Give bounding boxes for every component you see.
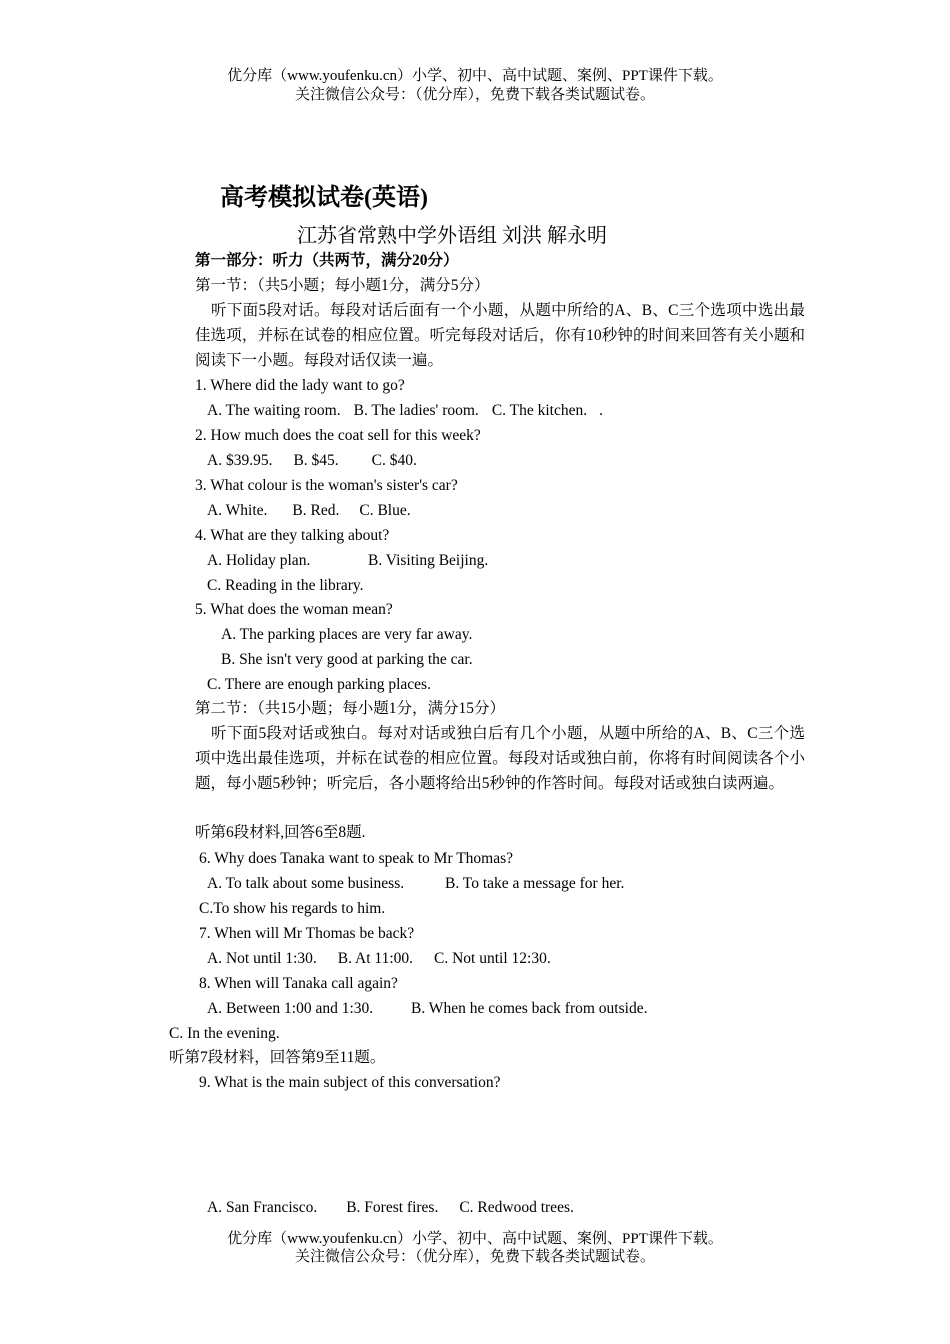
footer-line-1: 优分库（www.youfenku.cn）小学、初中、高中试题、案例、PPT课件下载。 (227, 1231, 723, 1247)
q2-stem: 2. How much does the coat sell for this week? (195, 427, 481, 444)
page-title: 高考模拟试卷(英语) (220, 185, 428, 211)
q1-option-c: C. The kitchen. (491, 402, 588, 419)
q3-option-b: B. Red. (292, 502, 340, 519)
q8-stem: 8. When will Tanaka call again? (199, 975, 398, 992)
q6-option-b: B. To take a message for her. (445, 875, 625, 892)
q1-option-a: A. The waiting room. (207, 402, 341, 419)
q5-option-a: A. The parking places are very far away. (221, 626, 473, 643)
q6-stem: 6. Why does Tanaka want to speak to Mr Thomas? (199, 850, 514, 867)
q8-option-c: C. In the evening. (169, 1025, 280, 1042)
author-line: 江苏省常熟中学外语组 刘洪 解永明 (297, 225, 607, 247)
q1-stem: 1. Where did the lady want to go? (195, 377, 405, 394)
q7-option-a: A. Not until 1:30. (207, 950, 317, 967)
q7-option-b: B. At 11:00. (337, 950, 414, 967)
part1-heading: 第一部分：听力（共两节，满分20分） (195, 252, 459, 269)
material6-label: 听第6段材料,回答6至8题. (195, 824, 366, 841)
q9-option-a: A. San Francisco. (207, 1199, 318, 1216)
section2-instructions: 听下面5段对话或独白。每对对话或独白后有几个小题，从题中所给的A、B、C三个选项中选出最佳选项，并标在试卷的相应位置。每段对话或独白前，你将有时间阅读各个小题，每小题5秒钟；听完后，各小题将给出5秒钟的作答时间。每段对话或独白读两遍。 (195, 725, 805, 792)
q5-option-b: B. She isn't very good at parking the car. (221, 651, 473, 668)
q1-option-b: B. The ladies' room. (353, 402, 479, 419)
q7-stem: 7. When will Mr Thomas be back? (199, 925, 415, 942)
section2-heading: 第二节：（共15小题；每小题1分，满分15分） (195, 700, 506, 717)
q1-options (207, 401, 603, 421)
header-line-1: 优分库（www.youfenku.cn）小学、初中、高中试题、案例、PPT课件下载。 (227, 68, 723, 84)
q2-options (207, 451, 417, 471)
q7-options (207, 949, 551, 969)
q7-option-c: C. Not until 12:30. (434, 950, 551, 967)
q2-option-b: B. $45. (293, 452, 339, 469)
q9-stem: 9. What is the main subject of this conversation? (199, 1074, 501, 1091)
q5-stem: 5. What does the woman mean? (195, 601, 393, 618)
q2-option-c: C. $40. (371, 452, 417, 469)
footer-line-2: 关注微信公众号：（优分库），免费下载各类试题试卷。 (294, 1249, 655, 1265)
section1-heading: 第一节：（共5小题；每小题1分，满分5分） (195, 277, 490, 294)
q8-option-b: B. When he comes back from outside. (411, 1000, 648, 1017)
q2-option-a: A. $39.95. (207, 452, 273, 469)
q4-stem: 4. What are they talking about? (195, 527, 390, 544)
q9-options (207, 1198, 574, 1218)
q9-option-c: C. Redwood trees. (459, 1199, 574, 1216)
q9-option-b: B. Forest fires. (346, 1199, 439, 1216)
q4-option-c: C. Reading in the library. (207, 577, 364, 594)
material7-label: 听第7段材料，回答第9至11题。 (169, 1049, 386, 1066)
q3-option-c: C. Blue. (359, 502, 411, 519)
q4-option-a: A. Holiday plan. (207, 552, 311, 569)
q1-tail: . (599, 402, 603, 419)
q6-option-a: A. To talk about some business. (207, 875, 405, 892)
q5-option-c: C. There are enough parking places. (207, 676, 431, 693)
q3-stem: 3. What colour is the woman's sister's car? (195, 477, 458, 494)
section1-instructions: 听下面5段对话。每段对话后面有一个小题，从题中所给的A、B、C三个选项中选出最佳选项，并标在试卷的相应位置。听完每段对话后，你有10秒钟的时间来回答有关小题和阅读下一小题。每段对话仅读一遍。 (195, 302, 805, 369)
q4-option-b: B. Visiting Beijing. (368, 552, 489, 569)
q3-option-a: A. White. (207, 502, 268, 519)
q8-option-a: A. Between 1:00 and 1:30. (207, 1000, 374, 1017)
header-line-2: 关注微信公众号：（优分库），免费下载各类试题试卷。 (294, 87, 655, 103)
q6-option-c: C.To show his regards to him. (199, 900, 386, 917)
q3-options (207, 501, 411, 521)
